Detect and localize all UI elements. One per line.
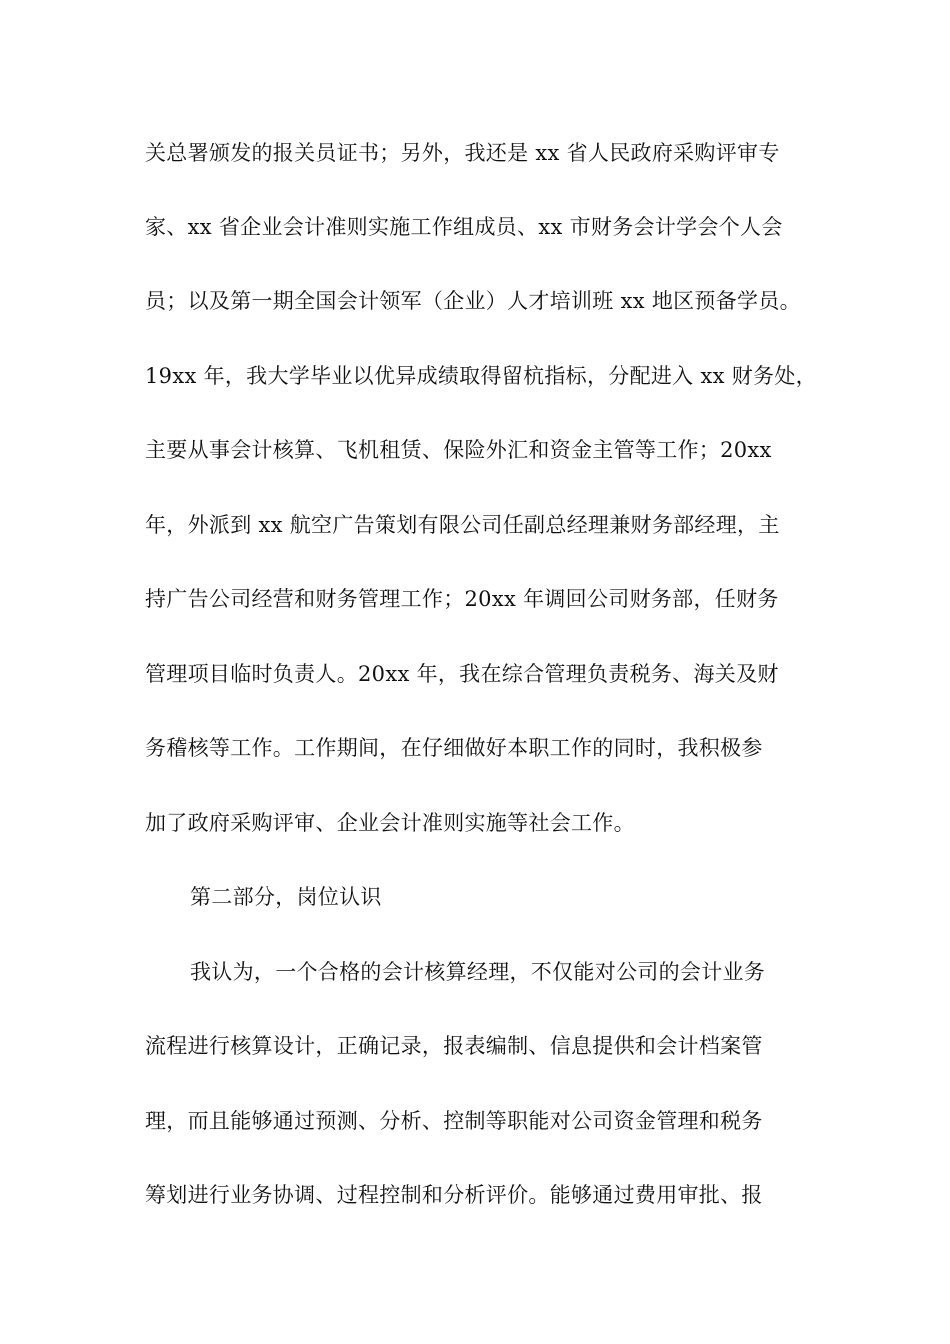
text-line: 员；以及第一期全国会计领军（企业）人才培训班 xx 地区预备学员。 [145,289,801,313]
text-line: 我认为，一个合格的会计核算经理，不仅能对公司的会计业务 [190,960,766,984]
section-heading: 第二部分，岗位认识 [190,885,382,909]
text-line: 加了政府采购评审、企业会计准则实施等社会工作。 [145,811,635,835]
text-line: 主要从事会计核算、飞机租赁、保险外汇和资金主管等工作；20xx [145,438,772,462]
text-line: 家、xx 省企业会计准则实施工作组成员、xx 市财务会计学会个人会 [145,215,783,239]
text-line: 持广告公司经营和财务管理工作；20xx 年调回公司财务部，任财务 [145,587,779,611]
text-line: 流程进行核算设计，正确记录，报表编制、信息提供和会计档案管 [145,1034,763,1058]
text-line: 19xx 年，我大学毕业以优异成绩取得留杭指标，分配进入 xx 财务处， [145,364,817,388]
text-line: 关总署颁发的报关员证书；另外，我还是 xx 省人民政府采购评审专 [145,141,780,165]
text-line: 理，而且能够通过预测、分析、控制等职能对公司资金管理和税务 [145,1109,763,1133]
text-line: 务稽核等工作。工作期间，在仔细做好本职工作的同时，我积极参 [145,736,763,760]
text-line: 年，外派到 xx 航空广告策划有限公司任副总经理兼财务部经理，主 [145,513,780,537]
text-line: 管理项目临时负责人。20xx 年，我在综合管理负责税务、海关及财 [145,662,779,686]
text-line: 筹划进行业务协调、过程控制和分析评价。能够通过费用审批、报 [145,1183,763,1207]
